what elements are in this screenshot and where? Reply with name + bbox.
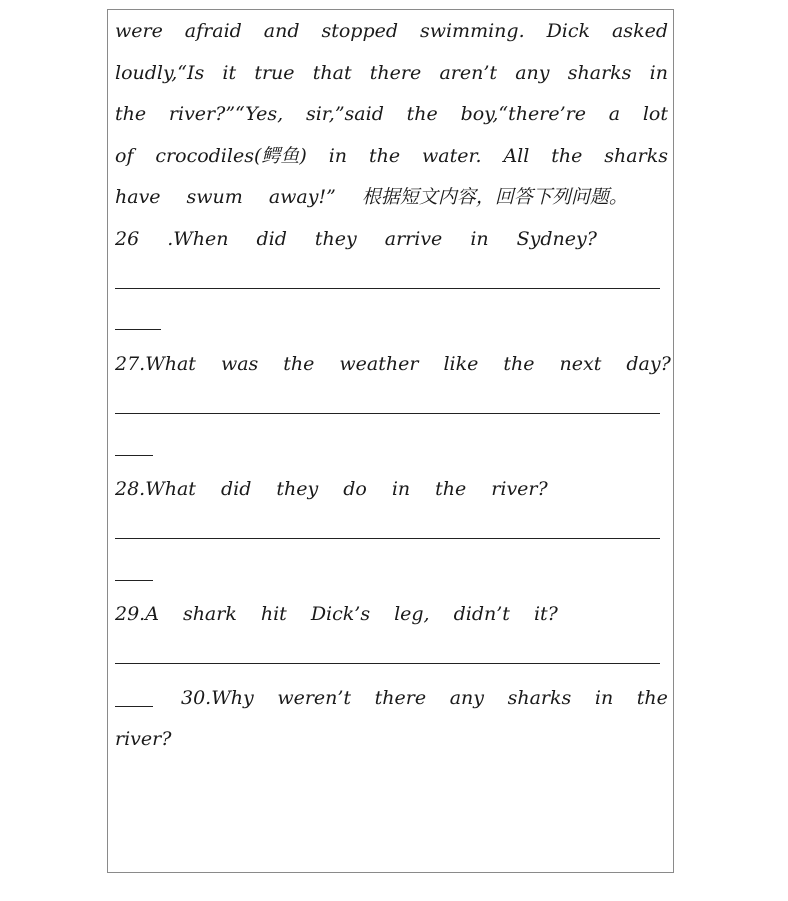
word: they bbox=[314, 228, 357, 250]
word: 28.What bbox=[115, 478, 196, 500]
answer-line-29-end[interactable] bbox=[115, 706, 153, 707]
word: river? bbox=[491, 478, 548, 500]
answer-line-26-end[interactable] bbox=[115, 329, 161, 330]
word: in bbox=[470, 228, 489, 250]
answer-line-27[interactable] bbox=[115, 413, 660, 414]
word: have bbox=[115, 186, 161, 208]
word: the bbox=[551, 145, 583, 167]
word: in bbox=[594, 687, 614, 709]
word: loudly,“Is bbox=[115, 62, 205, 84]
word: river?”“Yes, bbox=[168, 103, 284, 125]
word: water. bbox=[422, 145, 482, 167]
word: a bbox=[608, 103, 621, 125]
word: All bbox=[503, 145, 530, 167]
word: and bbox=[263, 20, 300, 42]
word: it? bbox=[533, 603, 558, 625]
word: do bbox=[343, 478, 367, 500]
answer-line-28-end[interactable] bbox=[115, 580, 153, 581]
word: did bbox=[256, 228, 287, 250]
question-27 bbox=[115, 349, 671, 379]
word: crocodiles(鳄鱼) bbox=[155, 145, 307, 167]
word: there bbox=[374, 687, 427, 709]
answer-line-27-end[interactable] bbox=[115, 455, 153, 456]
word: stopped bbox=[321, 20, 399, 42]
word: afraid bbox=[184, 20, 242, 42]
word: sharks bbox=[604, 145, 668, 167]
question-30-continuation: river? bbox=[115, 728, 172, 750]
word: swum bbox=[186, 186, 243, 208]
word: sharks bbox=[507, 687, 572, 709]
word: like bbox=[443, 353, 479, 375]
answer-line-28[interactable] bbox=[115, 538, 660, 539]
word: weather bbox=[339, 353, 419, 375]
word: any bbox=[449, 687, 485, 709]
question-28 bbox=[115, 474, 668, 504]
word: leg, bbox=[394, 603, 430, 625]
word: in bbox=[328, 145, 348, 167]
word: the bbox=[435, 478, 467, 500]
passage-line-3 bbox=[115, 99, 668, 129]
word: arrive bbox=[384, 228, 443, 250]
word: the bbox=[115, 103, 147, 125]
passage-line-1 bbox=[115, 16, 668, 46]
word: Dick’s bbox=[310, 603, 371, 625]
answer-line-26[interactable] bbox=[115, 288, 660, 289]
word: in bbox=[649, 62, 668, 84]
word: aren’t bbox=[439, 62, 498, 84]
word: 26 bbox=[115, 228, 140, 250]
word: shark bbox=[182, 603, 237, 625]
word: it bbox=[222, 62, 237, 84]
question-30 bbox=[181, 683, 668, 713]
word: Sydney? bbox=[516, 228, 597, 250]
word: the bbox=[406, 103, 438, 125]
question-26 bbox=[115, 224, 668, 254]
word: Dick bbox=[546, 20, 591, 42]
word: that bbox=[312, 62, 352, 84]
answer-line-29[interactable] bbox=[115, 663, 660, 664]
word: day? bbox=[626, 353, 671, 375]
word: 30.Why bbox=[181, 687, 254, 709]
word: 根据短文内容，回答下列问题。 bbox=[361, 186, 628, 208]
word: the bbox=[636, 687, 668, 709]
word: there bbox=[369, 62, 422, 84]
word: the bbox=[368, 145, 401, 167]
passage-line-2 bbox=[115, 58, 668, 88]
word: in bbox=[391, 478, 411, 500]
word: away!” bbox=[268, 186, 336, 208]
passage-line-4 bbox=[115, 141, 668, 171]
question-29 bbox=[115, 599, 668, 629]
word: boy,“there’re bbox=[460, 103, 586, 125]
word: they bbox=[276, 478, 319, 500]
word: 27.What bbox=[115, 353, 196, 375]
word: did bbox=[220, 478, 252, 500]
word: the bbox=[283, 353, 315, 375]
word: swimming. bbox=[419, 20, 525, 42]
word: didn’t bbox=[453, 603, 510, 625]
word: next bbox=[559, 353, 602, 375]
word: any bbox=[515, 62, 550, 84]
word: was bbox=[220, 353, 259, 375]
word: of bbox=[115, 145, 134, 167]
word: were bbox=[115, 20, 163, 42]
word: weren’t bbox=[277, 687, 352, 709]
word: true bbox=[254, 62, 295, 84]
word: lot bbox=[642, 103, 668, 125]
word: hit bbox=[260, 603, 287, 625]
passage-line-5 bbox=[115, 182, 668, 212]
word: asked bbox=[611, 20, 668, 42]
word: 29.A bbox=[115, 603, 159, 625]
word: the bbox=[503, 353, 535, 375]
word: .When bbox=[167, 228, 229, 250]
word: sir,”said bbox=[305, 103, 384, 125]
word: sharks bbox=[567, 62, 632, 84]
